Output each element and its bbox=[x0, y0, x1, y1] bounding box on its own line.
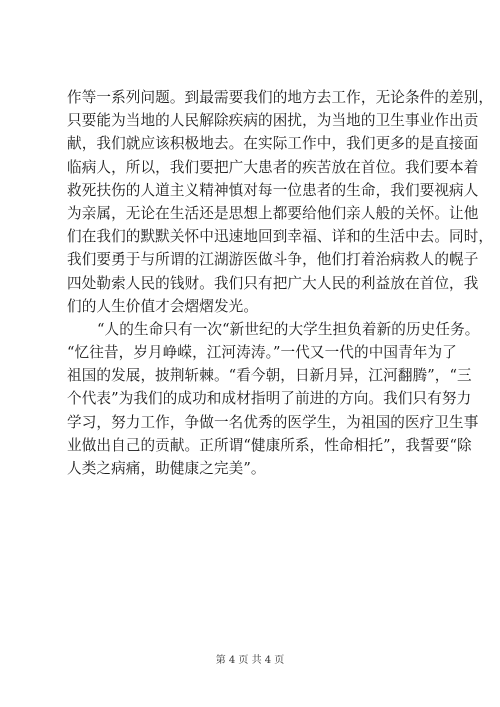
text-line: 人类之病痛，助健康之完美”。 bbox=[67, 460, 266, 477]
text-line: 学习，努力工作，争做一名优秀的医学生，为祖国的医疗卫生事 bbox=[67, 413, 479, 431]
text-line: 祖国的发展，披荆斩棘。“看今朝，日新月异，江河翻腾”，“三 bbox=[67, 367, 472, 385]
text-line: 们的人生价值才会熠熠发光。 bbox=[67, 297, 259, 315]
text-line: “忆往昔，岁月峥嵘，江河涛涛。”一代又一代的中国青年为了 bbox=[67, 344, 457, 362]
text-line: 为亲属，无论在生活还是思想上都要给他们亲人般的关怀。让他 bbox=[67, 204, 479, 222]
text-line: 个代表”为我们的成功和成材指明了前进的方向。我们只有努力 bbox=[67, 390, 472, 408]
text-line: 临病人，所以，我们要把广大患者的疾苦放在首位。我们要本着 bbox=[67, 158, 479, 176]
text-line: 献，我们就应该积极地去。在实际工作中，我们更多的是直接面 bbox=[67, 135, 479, 153]
paragraph-first-line: “人的生命只有一次“新世纪的大学生担负着新的历史任务。 bbox=[97, 320, 480, 338]
text-line: 救死扶伤的人道主义精神慎对每一位患者的生命，我们要视病人 bbox=[67, 181, 479, 199]
text-line: 只要能为当地的人民解除疾病的困扰，为当地的卫生事业作出贡 bbox=[67, 112, 479, 130]
text-line: 四处勒索人民的钱财。我们只有把广大人民的利益放在首位，我 bbox=[67, 274, 479, 292]
text-line: 作等一系列问题。到最需要我们的地方去工作，无论条件的差别， bbox=[67, 89, 494, 106]
text-line: 业做出自己的贡献。正所谓“健康所系，性命相托”，我誓要“除 bbox=[67, 436, 472, 454]
body-text bbox=[67, 86, 494, 480]
page-number-footer: 第 4 页 共 4 页 bbox=[215, 655, 285, 666]
text-line: 我们要勇于与所谓的江湖游医做斗争，他们打着治病救人的幌子 bbox=[67, 251, 479, 269]
text-line: 们在我们的默默关怀中迅速地回到幸福、详和的生活中去。同时， bbox=[67, 228, 494, 246]
